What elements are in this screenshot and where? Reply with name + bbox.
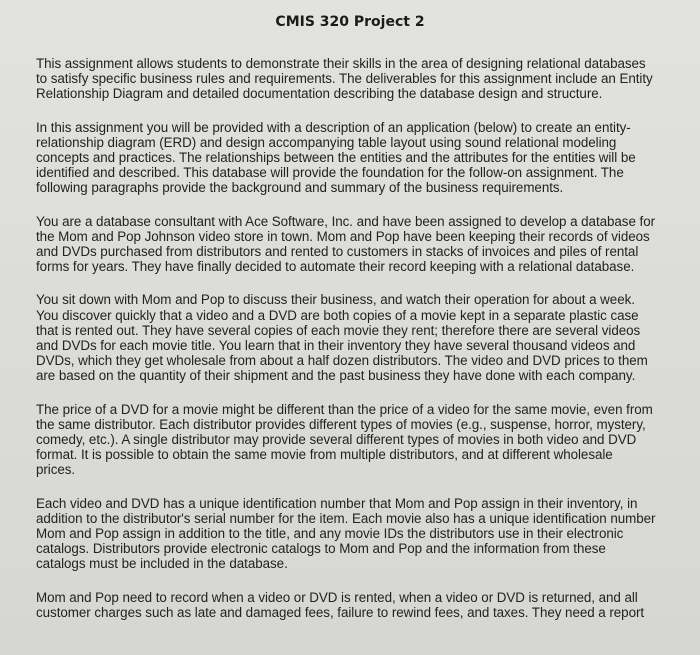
text-line: following paragraphs provide the background and summary of the business requirements. (36, 180, 564, 196)
paragraph (36, 56, 682, 102)
document-body (36, 56, 682, 638)
text-line: forms for years. They have finally decided to automate their record keeping with a relational database. (36, 259, 635, 275)
text-line: catalogs. Distributors provide electronic catalogs to Mom and Pop and the information from these (36, 541, 606, 557)
text-line: You discover quickly that a video and a DVD are both copies of a movie kept in a separate plastic case (36, 307, 639, 323)
paragraph (36, 590, 682, 620)
text-line: The price of a DVD for a movie might be different than the price of a video for the same movie, even from (36, 401, 653, 417)
text-line: addition to the distributor's serial number for the item. Each movie also has a unique identification number (36, 510, 656, 526)
paragraph (36, 292, 682, 383)
text-line: In this assignment you will be provided with a description of an application (below) to create an entity- (36, 119, 631, 135)
document-title: CMIS 320 Project 2 (275, 14, 425, 30)
text-line: comedy, etc.). A single distributor may provide several different types of movies in both video and DVD (36, 432, 637, 448)
text-line: customer charges such as late and damaged fees, failure to rewind fees, and taxes. They need a report (36, 604, 645, 620)
text-line: You are a database consultant with Ace Software, Inc. and have been assigned to develop a database for (36, 213, 655, 229)
text-line: that is rented out. They have several copies of each movie they rent; therefore there are several videos (36, 322, 641, 338)
text-line: format. It is possible to obtain the same movie from multiple distributors, and at different wholesale (36, 447, 613, 463)
paragraph (36, 214, 682, 275)
text-line: Mom and Pop need to record when a video or DVD is rented, when a video or DVD is returned, and all (36, 589, 638, 605)
text-line: This assignment allows students to demonstrate their skills in the area of designing relational databases (36, 56, 646, 71)
text-line: concepts and practices. The relationships between the entities and the attributes for the entities will be (36, 150, 636, 166)
text-line: and DVDs purchased from distributors and rented to customers in stacks of invoices and piles of rental (36, 244, 639, 260)
text-line: Mom and Pop assign in addition to the title, and any movie IDs the distributors use in their electronic (36, 526, 624, 542)
paragraph (36, 120, 682, 196)
text-line: Each video and DVD has a unique identification number that Mom and Pop assign in their inventory, in (36, 495, 638, 511)
text-line: You sit down with Mom and Pop to discuss their business, and watch their operation for about a week. (36, 292, 635, 308)
text-line: prices. (36, 462, 76, 478)
text-line: identified and described. This database will provide the foundation for the follow-on assignment. The (36, 165, 624, 181)
text-line: relationship diagram (ERD) and design accompanying table layout using sound relational modeling (36, 134, 617, 150)
paragraph (36, 402, 682, 478)
text-line: to satisfy specific business rules and requirements. The deliverables for this assignment include an Entity (36, 71, 653, 87)
paragraph (36, 496, 682, 572)
text-line: Relationship Diagram and detailed documentation describing the database design and structure. (36, 86, 603, 102)
text-line: the same distributor. Each distributor provides different types of movies (e.g., suspense, horror, mystery, (36, 416, 646, 432)
text-line: the Mom and Pop Johnson video store in town. Mom and Pop have been keeping their records of videos (36, 228, 650, 244)
text-line: catalogs must be included in the database. (36, 556, 288, 572)
text-line: are based on the quantity of their shipment and the past business they have done with each company. (36, 368, 636, 384)
text-line: DVDs, which they get wholesale from about a half dozen distributors. The video and DVD prices to them (36, 353, 648, 369)
text-line: and DVDs for each movie title. You learn that in their inventory they have several thousand videos and (36, 338, 636, 354)
